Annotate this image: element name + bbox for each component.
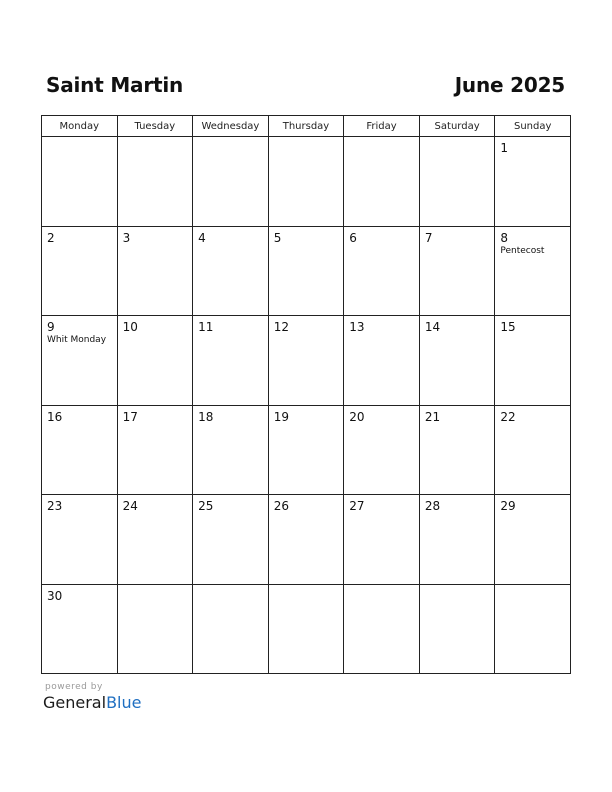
weekday-friday: Friday [344,116,420,137]
day-number: 13 [349,320,365,334]
day-number: 20 [349,409,365,424]
day-number: 26 [273,499,289,513]
day-cell [117,495,193,585]
day-number: 5 [273,230,282,245]
month-year-title: June 2025 [454,73,565,97]
country-title: Saint Martin [46,73,184,97]
day-number: 18 [198,409,214,424]
day-cell [495,226,571,316]
day-cell [344,137,420,227]
weekday-saturday: Saturday [419,116,495,137]
day-cell [268,226,344,316]
day-number: 7 [424,230,433,245]
day-cell [495,405,571,495]
holiday-label: Whit Monday [47,335,107,345]
day-cell [268,584,344,674]
day-cell [42,137,118,227]
day-cell [117,226,193,316]
weekday-header-row [42,116,571,137]
powered-by-text: powered by [45,682,103,692]
day-cell [117,137,193,227]
day-cell [117,316,193,406]
day-cell [419,226,495,316]
day-cell [193,495,269,585]
day-cell [42,495,118,585]
day-cell [495,495,571,585]
day-number: 6 [349,230,357,245]
weekday-tuesday: Tuesday [117,116,193,137]
brand-blue: Blue [106,693,142,712]
day-cell [268,316,344,406]
day-cell [344,316,420,406]
day-cell [193,226,269,316]
weekday-sunday: Sunday [495,116,571,137]
week-row [42,137,571,227]
day-number: 4 [198,230,206,245]
day-cell [495,584,571,674]
day-cell [495,137,571,227]
day-number: 16 [47,409,63,424]
week-row [42,226,571,316]
day-cell [193,316,269,406]
day-cell [419,316,495,406]
day-cell [268,405,344,495]
day-number: 27 [349,499,365,513]
calendar-header [46,70,565,100]
day-number: 29 [500,499,516,513]
day-number: 1 [500,141,509,155]
calendar-grid [41,115,571,674]
day-number: 22 [500,409,516,424]
day-cell [42,226,118,316]
day-number: 17 [122,409,138,424]
week-row [42,316,571,406]
day-cell [419,137,495,227]
day-number: 11 [198,320,214,334]
day-cell [495,316,571,406]
day-number: 9 [47,320,55,334]
day-cell [419,584,495,674]
generalblue-logo [43,693,141,712]
day-number: 28 [424,499,441,513]
weekday-thursday: Thursday [268,116,344,137]
day-cell [193,584,269,674]
brand-general: General [43,693,107,712]
footer [43,682,141,712]
day-cell [268,137,344,227]
day-cell [344,405,420,495]
day-cell [344,495,420,585]
week-row [42,584,571,674]
day-number: 24 [122,499,138,513]
day-number: 15 [500,320,516,334]
day-number: 30 [47,588,63,603]
weekday-monday: Monday [42,116,118,137]
day-number: 14 [424,320,441,334]
day-cell [42,584,118,674]
day-number: 12 [273,320,289,334]
day-cell [419,495,495,585]
week-row [42,495,571,585]
day-cell [117,405,193,495]
day-number: 23 [47,499,63,513]
week-row [42,405,571,495]
day-number: 3 [122,230,131,245]
day-cell [117,584,193,674]
day-cell [268,495,344,585]
day-number: 8 [500,230,509,245]
day-cell [42,405,118,495]
day-cell [344,584,420,674]
day-number: 25 [198,499,214,513]
day-cell [193,137,269,227]
weekday-wednesday: Wednesday [193,116,269,137]
day-number: 21 [424,409,441,424]
day-cell [42,316,118,406]
day-number: 2 [47,230,55,245]
holiday-label: Pentecost [500,245,545,256]
day-number: 10 [122,320,138,334]
day-cell [419,405,495,495]
day-cell [193,405,269,495]
day-cell [344,226,420,316]
day-number: 19 [273,409,289,424]
